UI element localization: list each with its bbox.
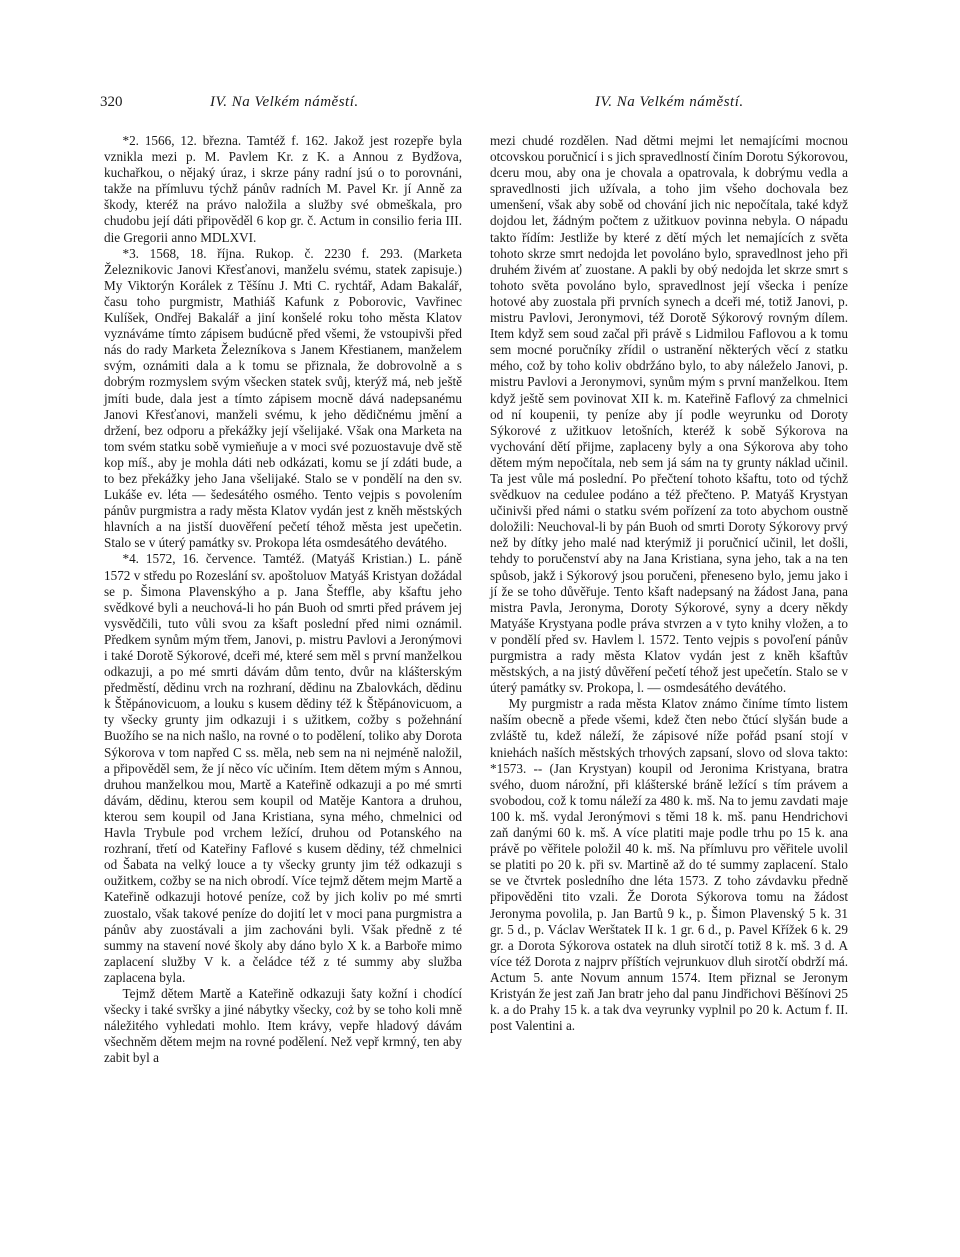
entry-1572: *4. 1572, 16. července. Tamtéž. (Matyáš Kristian.) L. páně 1572 v středu po Rozeslání sv. apoštoluov Matyáš Kristyan dožádal se p. Šimona Plavenskýho a p. Jana Šteffle, aby kšaftu jeho svědkové byli a neuchová-li ho pán Buoh od smrti před právem jej vysvědčili, tuto vůli svou za kšaft poslední před nimi oznámil. Předkem synům mým třem, Janovi, p. mistru Pavlovi a Jeronýmovi i také Dorotě Sýkorové, dceři mé, které sem měl s první manželkou odkazuji, a po mé smrti dávám dům tento, dvůr na klášterským předměstí, dědinu vrch na rozhraní, dědinu na Zbalovkách, dědinu k Štěpánovicuom, a louku s kusem dědiny též k Štěpánovicuom, a ty všecky grunty jim odkazuji i s užitkem, cožby s požehnání Buožího se na nich našlo, na rovné o to podělení, toliko aby Dorota Sýkorova v tom napřed C ss. měla, neb sem na ni nejméně naložil, a připověděl sem, že jí něco víc učiním. Item dětem mým s Annou, druhou manželkou mou, Martě a Kateřině odkazuji a po mé smrti dávám, dědinu, kterou sem koupil od Matěje Kantora a druhou, kterou sem koupil od Jana Kristiana, syna mého, chmelnici od Havla Trybule pod vrchem ležící, druhou od Potanského na rozhraní, třetí od Kateřiny Faflové s kusem dědiny, též chmelnici od Šabata na velký louce a ty všecky grunty jim též odkazuji s oužitkem, cožby se na nich obrodí. Více tejmž dětem mejm Martě a Kateřině odkazuji hotové peníze, což by jich koliv po mé smrti zuostalo, však takové peníze do dojití let v moci pana purgmistra a pánův aby zuostávali a jim zachováni byli. Však předně z té summy na stavení nové školy aby dáno bylo X k. a Barboře mimo zaplacení služby V k. a čeládce též z té summy aby služba zaplacena byla. (104, 551, 462, 985)
entry-1573: My purgmistr a rada města Klatov známo činíme tímto listem naším obecně a přede všemi, kdež čten nebo čtúcí slyšán bude a zvláště tu, kdež náleží, že zápisové níže pořád psaní stojí v kniehách naších městských trhových zapsaní, slovo od slova takto: *1573. -- (Jan Krystyan) koupil od Jeronima Kristyana, bratra svého, duom nárožní, při klášterské bráně ležící s tím právem a svobodou, což k tomu náleží za 480 k. mš. Na to jemu zavdati maje 100 k. mš. vydal Jeronýmovi s těmi 18 k. mš. panu Hendrichovi zaň danými 60 k. mš. A více platiti maje podle trhu po 15 k. ana právě po věřitele položil 40 k. mš. Na přímluvu pro věřitele uvolil se platiti po 20 k. při sv. Martině až do té summy zaplacení. Stalo se ve čtvrtek posledního dne léta 1573. Z toho závdavku předně připověděni tito vzali. Že Dorota Sýkorova tomu na žádost Jeronyma povolila, p. Jan Bartů 9 k., p. Šimon Plavenský 5 k. 31 gr. 5 d., p. Václav Werštatek II k. 1 gr. 6 d., p. Pavel Křížek 6 k. 29 gr. a Dorota Sýkorova ostatek na dluh sirotčí totiž 8 k. mš. 3 d. A více též Dorota z najprv příštích vejrunkuov dluh sirotčí obdrží má. Actum 5. ante Novum annum 1574. Item přiznal se Jeronym Kristyán že jest zaň Jan bratr jeho dal panu Jindřichovi Běšínovi 25 k. a do Prahy 15 k. a tak dva veyrunky vyplnil po 20 k. Actum f. II. post Valentini a. (490, 696, 848, 1034)
entry-1568: *3. 1568, 18. října. Rukop. č. 2230 f. 293. (Marketa Železnikovic Janovi Křesťanovi, manželu svému, statek zapisuje.) My Viktorýn Korálek z Těšínu J. Mti C. rychtář, Adam Bakalář, času toho purgmistr, Mathiáš Kafunk z Poborovic, Vavřinec Kulíšek, Ondřej Bakalář a jiní konšelé roku toho města Klatov vyznáváme tímto zápisem budúcně před všemi, že vstoupivši před nás do rady Marketa Železníkova s Janem Křestianem, manželem svým, oznámiti dala a k tomu se přiznala, že dobrovolně a s dobrým rozmyslem svým všecken statek svůj, kterýž má, neb ještě jmíti bude, dala jest a tímto zápisem mocně dává nadepsanému Janovi Křesťanovi, manželi svému, k jeho dědičnému jmění a držení, bez odporu a překážky její všelijaké. Však ona Marketa na tom svém statku sobě vymieňuje a v moci své pozuostavuje dvě stě kop míš., aby je mohla dáti neb odkázati, komu se jí zdáti bude, a to bez překážky jeho Jana všelijaké. Stalo se v pondělí na den sv. Lukáše ev. léta — šedesátého osmého. Tento vejpis s povolením pánův purgmistra a rady města Klatov vydán jest z kněh městských hlavních a na jistší duověření pečetí téhož města jest upečetin. Stalo se v úterý památky sv. Prokopa léta osmdesátého devátého. (104, 245, 462, 551)
running-head-right: IV. Na Velkém náměstí. (595, 94, 744, 110)
entry-1572-continued: Tejmž dětem Martě a Kateřině odkazuji šaty kožní i chodící všecky i také svršky a jiné nábytky všecky, coż by se toho koli mně náležitého vyhledati mohlo. Item krávy, vepře hladový dávám všechněm dětem mejm na rovné podělení. Než vepř krmný, ten aby zabit byl a (104, 985, 462, 1066)
right-column (490, 133, 848, 1034)
left-column (104, 133, 462, 1066)
page-number: 320 (100, 94, 123, 110)
running-head-left: IV. Na Velkém náměstí. (210, 94, 359, 110)
entry-1572-conclusion: mezi chudé rozdělen. Nad dětmi mejmi let nemajícími mocnou otcovskou poručnicí i s jich spravedlností činím Dorotu Sýkorovou, dceru mou, aby ona je chovala a opatrovala, k dobrýmu vedla a spravedlnosti jich užívala, a toho jim všeho dochovala bez umenšení, však aby sobě od chování jich nic nepočítala, také když dojdou let, žádným počtem z užitkuov povinna nebyla. O nápadu takto řídím: Jestliže by které z dětí mých let nemajících z světa tohoto skrze smrt nedojda let povoláno bylo, spravedlnost jeho při druhém živém ať zuostane. A pakli by obý nedojda let skrze smrt s tohoto světa povoláno bylo, spravedlnost její všecka i peníze hotové aby zuostala při prvních synech a dceři mé, totiž Janovi, p. mistru Pavlovi, Jeronymovi, též Dorotě Sýkorový rovným dílem. Item když sem soud začal při právě s Lidmilou Faflovou a k tomu sem mocné poručníky zřídil o ustranění některých věcí z statku mého, což by toho koliv obdržáno bylo, to aby náleželo Janovi, p. mistru Pavlovi a Jeronymovi, synům mým s první manželkou. Item když ještě sem povinovat XII k. m. Kateřině Faflový za chmelnici od ní koupenii, ty peníze aby jí podle weyrunku od Doroty Sýkorové z užitkuov letošních, kteréž k sobě Sýkorova na vychování dětí přijme, zaplaceny byly a ona Sýkorova aby toho dětem mým nepočítala, neb sem já sám na ty grunty náklad učinil. Ta jest vůle má poslední. Po přečtení tohoto kšaftu, toto od týchž svědkuov na ceduleе podáno a též přečteno. P. Matyáš Krystyan učinivši před námi o statku svém pořízení za toto abychom oustně doložili: Neuchoval-li by pán Buoh od smrti Doroty Sýkorovy prvý než by dítky jeho malé nad kterýmiž ji poručnicí učinil, let došli, tehdy to poručenství aby na Jana Kristiana, syna jeho, tak a na ten spůsob, jakž i Sýkorový jsou poručeni, přeneseno bylo, jemu jako i jí že se toho důvěřuje. Tento kšaft nadepsaný na žádost Jana, pana mistra Pavla, Jeronyma, Doroty Sýkorové, syny a dcery někdy Matyáše Krystyana podle práva stvrzen a v tyto knihy vložen, a to v pondělí před sv. Havlem l. 1572. Tento vejpis s povoľení pánův purgmistra a rady města Klatov vydán jest z kněh kšaftův městských, a na jistý důvěření pečetí téhož jest upečetín. Stalo se v úterý památky sv. Prokopa, l. — osmdesátého devátého. (490, 133, 848, 696)
entry-1566: *2. 1566, 12. března. Tamtéž f. 162. Jakož jest rozepře byla vznikla mezi p. M. Pavlem Kr. z K. a Annou z Bydžova, kuchařkou, o nějaký úraz, i skrze pány radní jsú o to porovnáni, takže na přímluvu týchž pánův radních M. Pavel Kr. jí Anně za škody, kteréž na právo naložila a služby své obmeškala, pro chudobu její dáti připověděl 6 kop gr. č. Actum in consilio feria III. die Gregorii anno MDLXVI. (104, 133, 462, 245)
